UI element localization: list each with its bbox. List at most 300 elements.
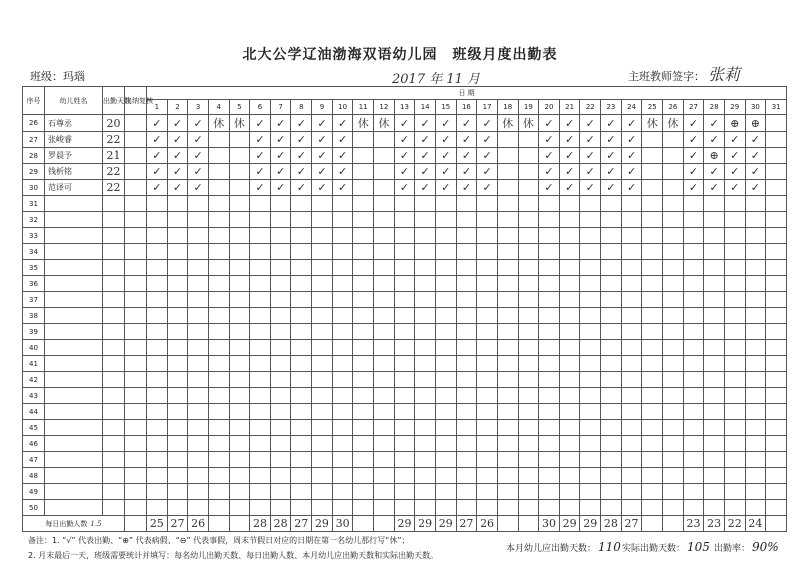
attendance-mark xyxy=(374,148,395,164)
day-header: 30 xyxy=(745,100,766,115)
attendance-mark xyxy=(188,388,209,404)
attendance-mark: ✓ xyxy=(621,115,642,132)
attendance-mark xyxy=(559,340,580,356)
attendance-mark xyxy=(518,356,539,372)
day-header: 18 xyxy=(497,100,518,115)
attendance-days xyxy=(103,404,125,420)
attendance-mark xyxy=(621,452,642,468)
attendance-mark xyxy=(208,132,229,148)
attendance-mark xyxy=(580,228,601,244)
attendance-mark xyxy=(663,420,684,436)
attendance-mark xyxy=(456,500,477,516)
attendance-mark xyxy=(291,452,312,468)
attendance-mark: ✓ xyxy=(435,180,456,196)
attendance-mark xyxy=(559,388,580,404)
attendance-mark xyxy=(642,276,663,292)
attendance-mark xyxy=(270,356,291,372)
table-row xyxy=(23,244,787,260)
row-seq: 49 xyxy=(23,484,45,500)
attendance-mark xyxy=(601,228,622,244)
attendance-mark xyxy=(208,292,229,308)
attendance-mark xyxy=(435,484,456,500)
attendance-mark xyxy=(683,308,704,324)
attendance-mark xyxy=(208,436,229,452)
attendance-mark xyxy=(374,324,395,340)
attendance-mark: ✓ xyxy=(456,115,477,132)
makeup-cell xyxy=(125,244,147,260)
row-seq: 50 xyxy=(23,500,45,516)
attendance-mark xyxy=(312,244,333,260)
attendance-mark: ✓ xyxy=(683,180,704,196)
attendance-mark xyxy=(766,404,787,420)
attendance-mark xyxy=(601,244,622,260)
attendance-mark: ⊕ xyxy=(745,115,766,132)
attendance-mark xyxy=(497,356,518,372)
attendance-mark xyxy=(456,372,477,388)
attendance-mark xyxy=(208,148,229,164)
attendance-mark xyxy=(766,420,787,436)
attendance-mark xyxy=(724,276,745,292)
attendance-mark xyxy=(291,404,312,420)
attendance-mark xyxy=(229,244,250,260)
attendance-mark xyxy=(539,324,560,340)
child-name xyxy=(45,436,103,452)
attendance-mark xyxy=(332,452,353,468)
attendance-mark xyxy=(208,404,229,420)
attendance-mark xyxy=(332,228,353,244)
attendance-mark xyxy=(456,324,477,340)
attendance-mark xyxy=(208,372,229,388)
attendance-mark xyxy=(188,420,209,436)
attendance-days: 22 xyxy=(103,180,125,196)
attendance-mark xyxy=(621,388,642,404)
day-header: 12 xyxy=(374,100,395,115)
attendance-mark: ✓ xyxy=(312,164,333,180)
table-row xyxy=(23,420,787,436)
attendance-mark xyxy=(766,115,787,132)
attendance-mark xyxy=(208,388,229,404)
daily-count xyxy=(497,516,518,532)
attendance-days xyxy=(103,436,125,452)
attendance-mark xyxy=(353,452,374,468)
attendance-mark xyxy=(250,292,271,308)
row-seq: 27 xyxy=(23,132,45,148)
attendance-mark xyxy=(415,228,436,244)
attendance-mark xyxy=(332,436,353,452)
day-header: 2 xyxy=(167,100,188,115)
attendance-mark xyxy=(332,468,353,484)
attendance-mark xyxy=(250,324,271,340)
attendance-mark xyxy=(663,324,684,340)
attendance-mark xyxy=(477,388,498,404)
attendance-mark xyxy=(229,164,250,180)
makeup-cell xyxy=(125,468,147,484)
daily-count: 30 xyxy=(332,516,353,532)
attendance-mark xyxy=(745,388,766,404)
attendance-mark xyxy=(188,324,209,340)
teacher-label: 主班教师签字： xyxy=(628,70,705,83)
attendance-mark xyxy=(332,276,353,292)
day-header: 31 xyxy=(766,100,787,115)
attendance-days xyxy=(103,308,125,324)
attendance-mark xyxy=(704,212,725,228)
attendance-mark xyxy=(518,484,539,500)
daily-count: 24 xyxy=(745,516,766,532)
attendance-mark xyxy=(188,484,209,500)
actual-days-stat xyxy=(622,540,710,554)
attendance-mark xyxy=(642,372,663,388)
attendance-mark xyxy=(250,388,271,404)
day-header: 10 xyxy=(332,100,353,115)
attendance-mark xyxy=(456,260,477,276)
row-seq: 39 xyxy=(23,324,45,340)
attendance-mark xyxy=(374,292,395,308)
day-header: 9 xyxy=(312,100,333,115)
attendance-mark: ⊕ xyxy=(704,148,725,164)
attendance-mark xyxy=(353,292,374,308)
attendance-mark xyxy=(559,196,580,212)
attendance-mark xyxy=(353,468,374,484)
attendance-mark xyxy=(642,468,663,484)
attendance-days xyxy=(103,484,125,500)
attendance-mark xyxy=(580,212,601,228)
attendance-mark: ✓ xyxy=(188,132,209,148)
row-seq: 32 xyxy=(23,212,45,228)
child-name xyxy=(45,260,103,276)
attendance-mark xyxy=(766,292,787,308)
attendance-mark xyxy=(745,340,766,356)
attendance-mark: ✓ xyxy=(539,115,560,132)
attendance-mark xyxy=(642,340,663,356)
attendance-mark xyxy=(456,212,477,228)
makeup-cell xyxy=(125,340,147,356)
attendance-mark xyxy=(497,132,518,148)
attendance-mark xyxy=(312,436,333,452)
attendance-mark: ✓ xyxy=(167,148,188,164)
attendance-mark xyxy=(663,164,684,180)
attendance-mark xyxy=(580,452,601,468)
attendance-mark xyxy=(415,260,436,276)
attendance-mark xyxy=(435,308,456,324)
attendance-mark xyxy=(724,340,745,356)
attendance-mark xyxy=(147,484,168,500)
attendance-mark xyxy=(477,356,498,372)
attendance-mark xyxy=(229,180,250,196)
makeup-cell xyxy=(125,308,147,324)
child-name xyxy=(45,340,103,356)
attendance-mark xyxy=(229,468,250,484)
attendance-mark xyxy=(167,324,188,340)
attendance-mark: ✓ xyxy=(539,180,560,196)
attendance-mark xyxy=(724,292,745,308)
attendance-mark xyxy=(766,356,787,372)
attendance-mark xyxy=(704,196,725,212)
attendance-mark xyxy=(580,260,601,276)
attendance-mark xyxy=(456,196,477,212)
makeup-cell xyxy=(125,212,147,228)
attendance-mark xyxy=(291,484,312,500)
attendance-mark: ✓ xyxy=(580,180,601,196)
attendance-mark xyxy=(497,180,518,196)
attendance-mark: ✓ xyxy=(621,132,642,148)
table-row xyxy=(23,148,787,164)
attendance-mark xyxy=(663,500,684,516)
attendance-mark xyxy=(539,356,560,372)
attendance-mark xyxy=(270,404,291,420)
attendance-mark: ✓ xyxy=(332,148,353,164)
attendance-mark xyxy=(188,372,209,388)
attendance-mark xyxy=(518,468,539,484)
attendance-mark xyxy=(518,372,539,388)
attendance-mark: ✓ xyxy=(167,115,188,132)
attendance-mark xyxy=(745,244,766,260)
attendance-mark xyxy=(766,212,787,228)
makeup-cell xyxy=(125,324,147,340)
attendance-mark: ✓ xyxy=(683,115,704,132)
attendance-mark xyxy=(642,292,663,308)
attendance-mark xyxy=(642,484,663,500)
row-seq: 29 xyxy=(23,164,45,180)
attendance-mark xyxy=(539,436,560,452)
daily-count xyxy=(208,516,229,532)
daily-count-prefix: 1.5 xyxy=(90,519,102,528)
attendance-mark xyxy=(766,228,787,244)
attendance-mark xyxy=(477,500,498,516)
attendance-mark xyxy=(353,308,374,324)
attendance-mark: 休 xyxy=(497,115,518,132)
attendance-mark xyxy=(312,404,333,420)
attendance-mark xyxy=(270,212,291,228)
attendance-mark xyxy=(167,340,188,356)
attendance-mark xyxy=(497,164,518,180)
attendance-mark xyxy=(724,452,745,468)
attendance-mark xyxy=(415,420,436,436)
daily-count: 29 xyxy=(312,516,333,532)
attendance-rate-value: 90% xyxy=(752,540,779,554)
attendance-mark xyxy=(415,244,436,260)
attendance-mark xyxy=(621,244,642,260)
attendance-mark xyxy=(683,500,704,516)
attendance-mark xyxy=(497,244,518,260)
attendance-mark xyxy=(559,436,580,452)
attendance-mark: ✓ xyxy=(745,132,766,148)
attendance-mark xyxy=(374,372,395,388)
daily-count-row xyxy=(23,516,787,532)
attendance-mark xyxy=(394,196,415,212)
row-seq: 48 xyxy=(23,468,45,484)
attendance-mark xyxy=(415,404,436,420)
attendance-mark xyxy=(167,388,188,404)
attendance-mark xyxy=(580,196,601,212)
attendance-mark xyxy=(147,196,168,212)
attendance-mark: ✓ xyxy=(415,132,436,148)
attendance-mark xyxy=(394,212,415,228)
attendance-mark xyxy=(415,340,436,356)
daily-count: 26 xyxy=(188,516,209,532)
attendance-mark xyxy=(518,324,539,340)
attendance-mark: ✓ xyxy=(270,180,291,196)
attendance-mark xyxy=(559,484,580,500)
attendance-mark xyxy=(229,276,250,292)
attendance-mark xyxy=(147,212,168,228)
required-days-stat xyxy=(506,540,621,554)
attendance-mark xyxy=(188,340,209,356)
attendance-mark xyxy=(435,260,456,276)
attendance-mark xyxy=(188,212,209,228)
attendance-mark xyxy=(167,228,188,244)
attendance-mark xyxy=(704,292,725,308)
attendance-mark: ✓ xyxy=(270,164,291,180)
makeup-cell xyxy=(125,180,147,196)
attendance-mark xyxy=(745,196,766,212)
attendance-mark xyxy=(766,260,787,276)
attendance-mark xyxy=(724,356,745,372)
day-header: 17 xyxy=(477,100,498,115)
attendance-mark xyxy=(580,324,601,340)
attendance-mark xyxy=(580,436,601,452)
attendance-days xyxy=(103,260,125,276)
attendance-mark xyxy=(704,436,725,452)
attendance-mark xyxy=(518,212,539,228)
day-header: 16 xyxy=(456,100,477,115)
attendance-mark xyxy=(745,228,766,244)
attendance-mark: ✓ xyxy=(683,164,704,180)
day-header: 21 xyxy=(559,100,580,115)
attendance-mark xyxy=(250,340,271,356)
attendance-mark xyxy=(601,308,622,324)
attendance-mark xyxy=(394,260,415,276)
attendance-mark xyxy=(208,228,229,244)
attendance-mark: ✓ xyxy=(477,164,498,180)
attendance-mark xyxy=(497,292,518,308)
attendance-mark xyxy=(229,452,250,468)
attendance-mark xyxy=(188,196,209,212)
daily-count: 29 xyxy=(394,516,415,532)
attendance-mark: ✓ xyxy=(291,115,312,132)
attendance-mark xyxy=(229,436,250,452)
attendance-mark xyxy=(683,340,704,356)
table-row xyxy=(23,356,787,372)
attendance-mark xyxy=(456,276,477,292)
attendance-mark: 休 xyxy=(663,115,684,132)
attendance-mark: ✓ xyxy=(188,164,209,180)
attendance-mark xyxy=(621,324,642,340)
attendance-mark xyxy=(374,212,395,228)
makeup-cell xyxy=(125,356,147,372)
attendance-mark xyxy=(229,372,250,388)
attendance-mark: ✓ xyxy=(601,180,622,196)
child-name xyxy=(45,484,103,500)
attendance-mark xyxy=(167,308,188,324)
attendance-mark xyxy=(477,196,498,212)
attendance-mark xyxy=(332,340,353,356)
attendance-mark xyxy=(435,452,456,468)
attendance-mark xyxy=(188,436,209,452)
attendance-mark xyxy=(374,484,395,500)
attendance-mark xyxy=(291,196,312,212)
makeup-cell xyxy=(125,436,147,452)
attendance-mark xyxy=(208,196,229,212)
attendance-mark xyxy=(477,276,498,292)
attendance-mark xyxy=(642,132,663,148)
attendance-mark xyxy=(518,244,539,260)
attendance-mark xyxy=(559,292,580,308)
attendance-mark xyxy=(518,500,539,516)
attendance-mark: ✓ xyxy=(745,180,766,196)
attendance-mark xyxy=(663,436,684,452)
child-name xyxy=(45,420,103,436)
attendance-mark xyxy=(497,260,518,276)
attendance-mark xyxy=(663,452,684,468)
attendance-mark: ✓ xyxy=(188,180,209,196)
row-seq: 33 xyxy=(23,228,45,244)
attendance-rate-label: 出勤率： xyxy=(714,544,751,554)
attendance-mark xyxy=(766,164,787,180)
row-seq: 36 xyxy=(23,276,45,292)
attendance-mark xyxy=(580,356,601,372)
attendance-mark: ✓ xyxy=(435,115,456,132)
attendance-mark xyxy=(188,452,209,468)
attendance-mark xyxy=(642,452,663,468)
attendance-mark xyxy=(663,180,684,196)
child-name xyxy=(45,324,103,340)
attendance-mark xyxy=(745,372,766,388)
attendance-mark xyxy=(291,388,312,404)
attendance-mark: ✓ xyxy=(332,132,353,148)
attendance-mark xyxy=(745,308,766,324)
attendance-mark xyxy=(435,276,456,292)
attendance-mark xyxy=(601,276,622,292)
attendance-mark xyxy=(270,244,291,260)
row-seq: 28 xyxy=(23,148,45,164)
attendance-mark xyxy=(724,324,745,340)
attendance-mark: 休 xyxy=(642,115,663,132)
attendance-mark xyxy=(683,404,704,420)
attendance-mark: ✓ xyxy=(250,115,271,132)
table-row xyxy=(23,164,787,180)
attendance-mark xyxy=(539,244,560,260)
day-header: 15 xyxy=(435,100,456,115)
attendance-mark xyxy=(312,452,333,468)
makeup-cell xyxy=(125,260,147,276)
attendance-mark xyxy=(147,244,168,260)
attendance-mark: 休 xyxy=(208,115,229,132)
attendance-mark xyxy=(724,436,745,452)
attendance-mark xyxy=(353,436,374,452)
attendance-mark xyxy=(208,260,229,276)
attendance-mark xyxy=(353,324,374,340)
day-header: 25 xyxy=(642,100,663,115)
required-days-value: 110 xyxy=(598,540,621,554)
attendance-mark xyxy=(374,340,395,356)
day-header: 22 xyxy=(580,100,601,115)
attendance-mark xyxy=(208,484,229,500)
attendance-mark xyxy=(683,212,704,228)
attendance-mark xyxy=(539,468,560,484)
attendance-mark xyxy=(374,244,395,260)
attendance-mark xyxy=(539,340,560,356)
attendance-mark xyxy=(559,356,580,372)
attendance-mark: ✓ xyxy=(250,164,271,180)
attendance-mark xyxy=(559,420,580,436)
attendance-mark: ✓ xyxy=(415,115,436,132)
attendance-mark xyxy=(394,436,415,452)
attendance-mark xyxy=(663,292,684,308)
attendance-mark xyxy=(642,420,663,436)
attendance-mark xyxy=(724,500,745,516)
attendance-mark xyxy=(415,436,436,452)
attendance-mark xyxy=(580,500,601,516)
